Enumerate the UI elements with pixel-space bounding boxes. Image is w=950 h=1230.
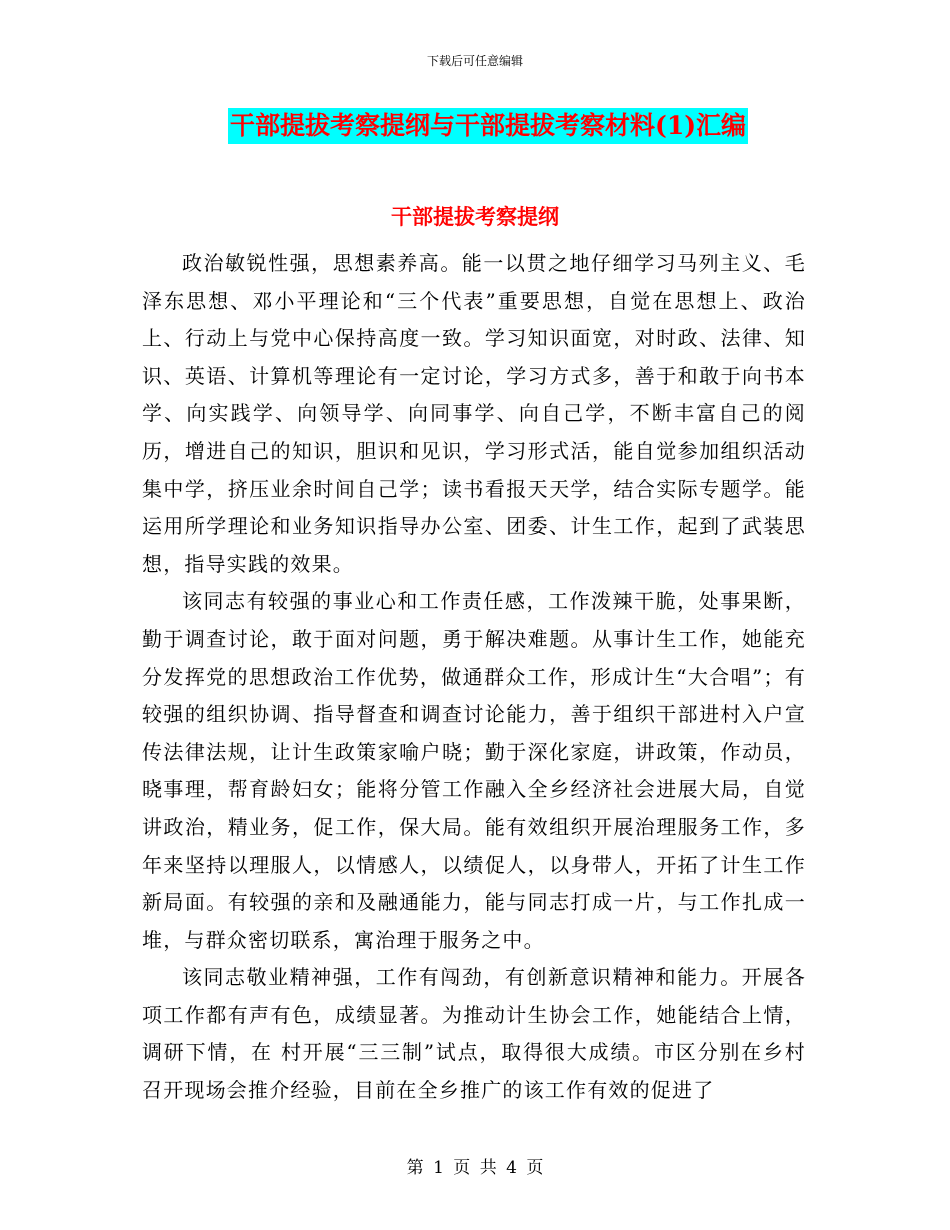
section-title: 干部提拔考察提纲: [391, 204, 559, 229]
main-title-container: [228, 108, 748, 144]
page-header-note: 下载后可任意编辑: [426, 54, 523, 68]
paragraph-3: 该同志敬业精神强，工作有闯劲，有创新意识精神和能力。开展各项工作都有声有色，成绩显著。为推动计生协会工作，她能结合上情，调研下情，在 村开展“三三制”试点，取得很大成绩。市区分别在乡村召开现场会推介经验，目前在全乡推广的该工作有效的促进了: [142, 965, 806, 1103]
page-number-footer: 第 1 页 共 4 页: [406, 1158, 544, 1178]
document-body: [142, 245, 806, 1110]
paragraph-2: 该同志有较强的事业心和工作责任感，工作泼辣干脆，处事果断，勤于调查讨论，敢于面对问题，勇于解决难题。从事计生工作，她能充分发挥党的思想政治工作优势，做通群众工作，形成计生“大合唱”；有较强的组织协调、指导督查和调查讨论能力，善于组织干部进村入户宣传法律法规，让计生政策家喻户晓；勤于深化家庭，讲政策，作动员，晓事理，帮育龄妇女；能将分管工作融入全乡经济社会进展大局，自觉讲政治，精业务，促工作，保大局。能有效组织开展治理服务工作，多年来坚持以理服人，以情感人，以绩促人，以身带人，开拓了计生工作新局面。有较强的亲和及融通能力，能与同志打成一片，与工作扎成一堆，与群众密切联系，寓治理于服务之中。: [142, 589, 806, 952]
paragraph-1: 政治敏锐性强，思想素养高。能一以贯之地仔细学习马列主义、毛泽东思想、邓小平理论和“三个代表”重要思想，自觉在思想上、政治上、行动上与党中心保持高度一致。学习知识面宽，对时政、法律、知识、英语、计算机等理论有一定讨论，学习方式多，善于和敢于向书本学、向实践学、向领导学、向同事学、向自己学，不断丰富自己的阅历，增进自己的知识，胆识和见识，学习形式活，能自觉参加组织活动集中学，挤压业余时间自己学；读书看报天天学，结合实际专题学。能运用所学理论和业务知识指导办公室、团委、计生工作，起到了武装思想，指导实践的效果。: [142, 251, 806, 576]
document-title: 干部提拔考察提纲与干部提拔考察材料(1)汇编: [228, 108, 748, 144]
